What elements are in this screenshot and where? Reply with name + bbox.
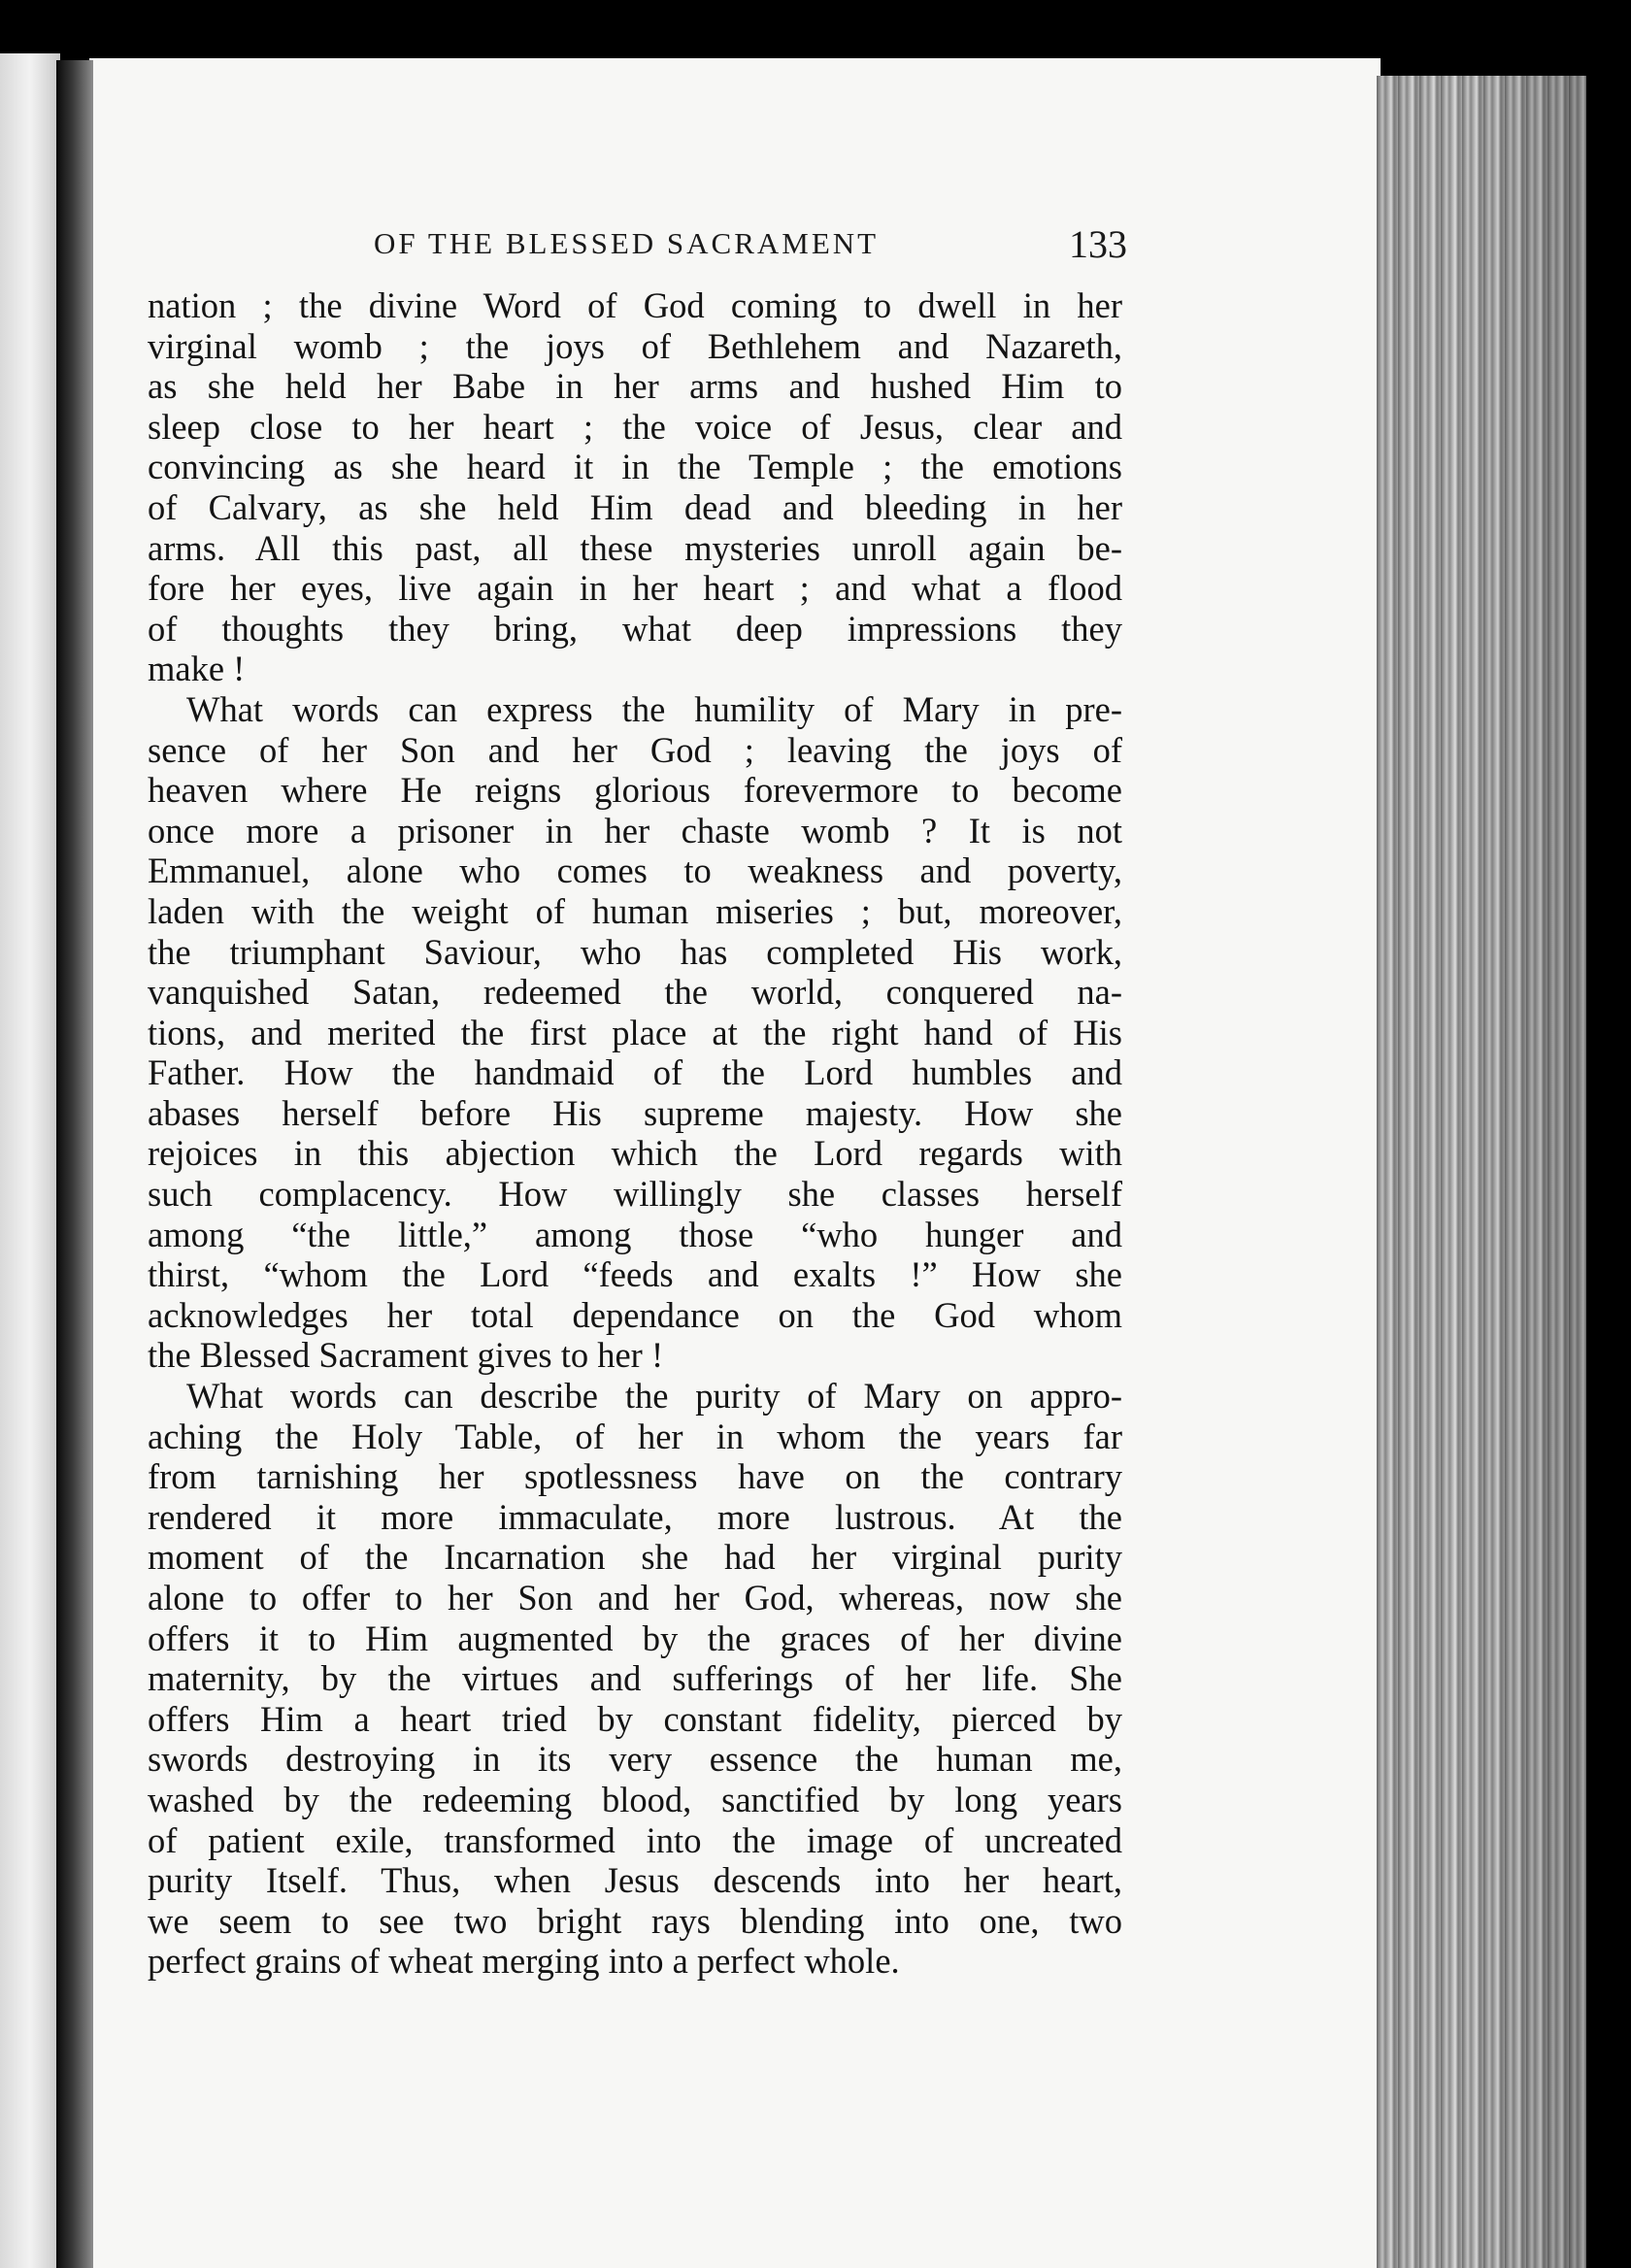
gutter-shadow — [56, 60, 93, 2268]
text-line: abases herself before His supreme majesty. How she — [148, 1092, 1122, 1133]
text-line: the triumphant Saviour, who has completed His work, — [148, 931, 1122, 972]
body-text — [148, 285, 1122, 1982]
text-line: of patient exile, transformed into the image of uncreated — [148, 1819, 1122, 1860]
text-line: What words can express the humility of Mary in pre- — [186, 688, 1122, 729]
text-line: from tarnishing her spotlessness have on the contrary — [148, 1456, 1122, 1497]
text-line: we seem to see two bright rays blending into one, two — [148, 1900, 1122, 1941]
text-line: laden with the weight of human miseries ; but, moreover, — [148, 890, 1122, 931]
text-line: sleep close to her heart ; the voice of Jesus, clear and — [148, 406, 1122, 447]
text-line: acknowledges her total dependance on the God whom — [148, 1294, 1122, 1335]
page-block-shade — [1377, 76, 1586, 2268]
text-line: offers it to Him augmented by the graces of her divine — [148, 1618, 1122, 1658]
previous-page-edge — [0, 53, 60, 2268]
text-line: once more a prisoner in her chaste womb ? It is not — [148, 810, 1122, 850]
scan-background-right — [1586, 0, 1631, 2268]
text-line: washed by the redeeming blood, sanctified by long years — [148, 1779, 1122, 1819]
text-line: thirst, “whom the Lord “feeds and exalts !” How she — [148, 1254, 1122, 1295]
text-line: tions, and merited the first place at the right hand of His — [148, 1012, 1122, 1052]
text-line: purity Itself. Thus, when Jesus descends into her heart, — [148, 1860, 1122, 1901]
text-line: Father. How the handmaid of the Lord humbles and — [148, 1052, 1122, 1093]
text-line: heaven where He reigns glorious forevermore to become — [148, 770, 1122, 811]
text-line: of Calvary, as she held Him dead and bleeding in her — [148, 486, 1122, 527]
text-line: among “the little,” among those “who hunger and — [148, 1214, 1122, 1254]
text-line: the Blessed Sacrament gives to her ! — [148, 1335, 664, 1376]
running-head: OF THE BLESSED SACRAMENT — [374, 226, 880, 260]
text-line: convincing as she heard it in the Temple ; the emotions — [148, 447, 1122, 487]
text-line: virginal womb ; the joys of Bethlehem and Nazareth, — [148, 325, 1122, 366]
text-line: What words can describe the purity of Mary on appro- — [186, 1376, 1122, 1417]
text-line: swords destroying in its very essence the human me, — [148, 1739, 1122, 1780]
text-line: perfect grains of wheat merging into a perfect whole. — [148, 1941, 900, 1982]
text-line: maternity, by the virtues and sufferings of her life. She — [148, 1658, 1122, 1699]
page-number: 133 — [1069, 222, 1127, 266]
text-line: make ! — [148, 649, 246, 689]
text-line: moment of the Incarnation she had her virginal purity — [148, 1537, 1122, 1578]
text-line: arms. All this past, all these mysteries unroll again be- — [148, 527, 1122, 568]
text-line: Emmanuel, alone who comes to weakness and poverty, — [148, 850, 1122, 891]
text-line: aching the Holy Table, of her in whom the years far — [148, 1416, 1122, 1456]
text-line: nation ; the divine Word of God coming to dwell in her — [148, 285, 1122, 325]
text-line: as she held her Babe in her arms and hushed Him to — [148, 366, 1122, 407]
text-line: such complacency. How willingly she classes herself — [148, 1174, 1122, 1215]
text-line: fore her eyes, live again in her heart ; and what a flood — [148, 568, 1122, 609]
text-line: rendered it more immaculate, more lustrous. At the — [148, 1496, 1122, 1537]
text-line: sence of her Son and her God ; leaving the joys of — [148, 729, 1122, 770]
text-line: of thoughts they bring, what deep impressions they — [148, 608, 1122, 649]
text-line: offers Him a heart tried by constant fidelity, pierced by — [148, 1698, 1122, 1739]
text-line: alone to offer to her Son and her God, whereas, now she — [148, 1578, 1122, 1618]
text-line: vanquished Satan, redeemed the world, conquered na- — [148, 972, 1122, 1013]
text-line: rejoices in this abjection which the Lord regards with — [148, 1133, 1122, 1174]
